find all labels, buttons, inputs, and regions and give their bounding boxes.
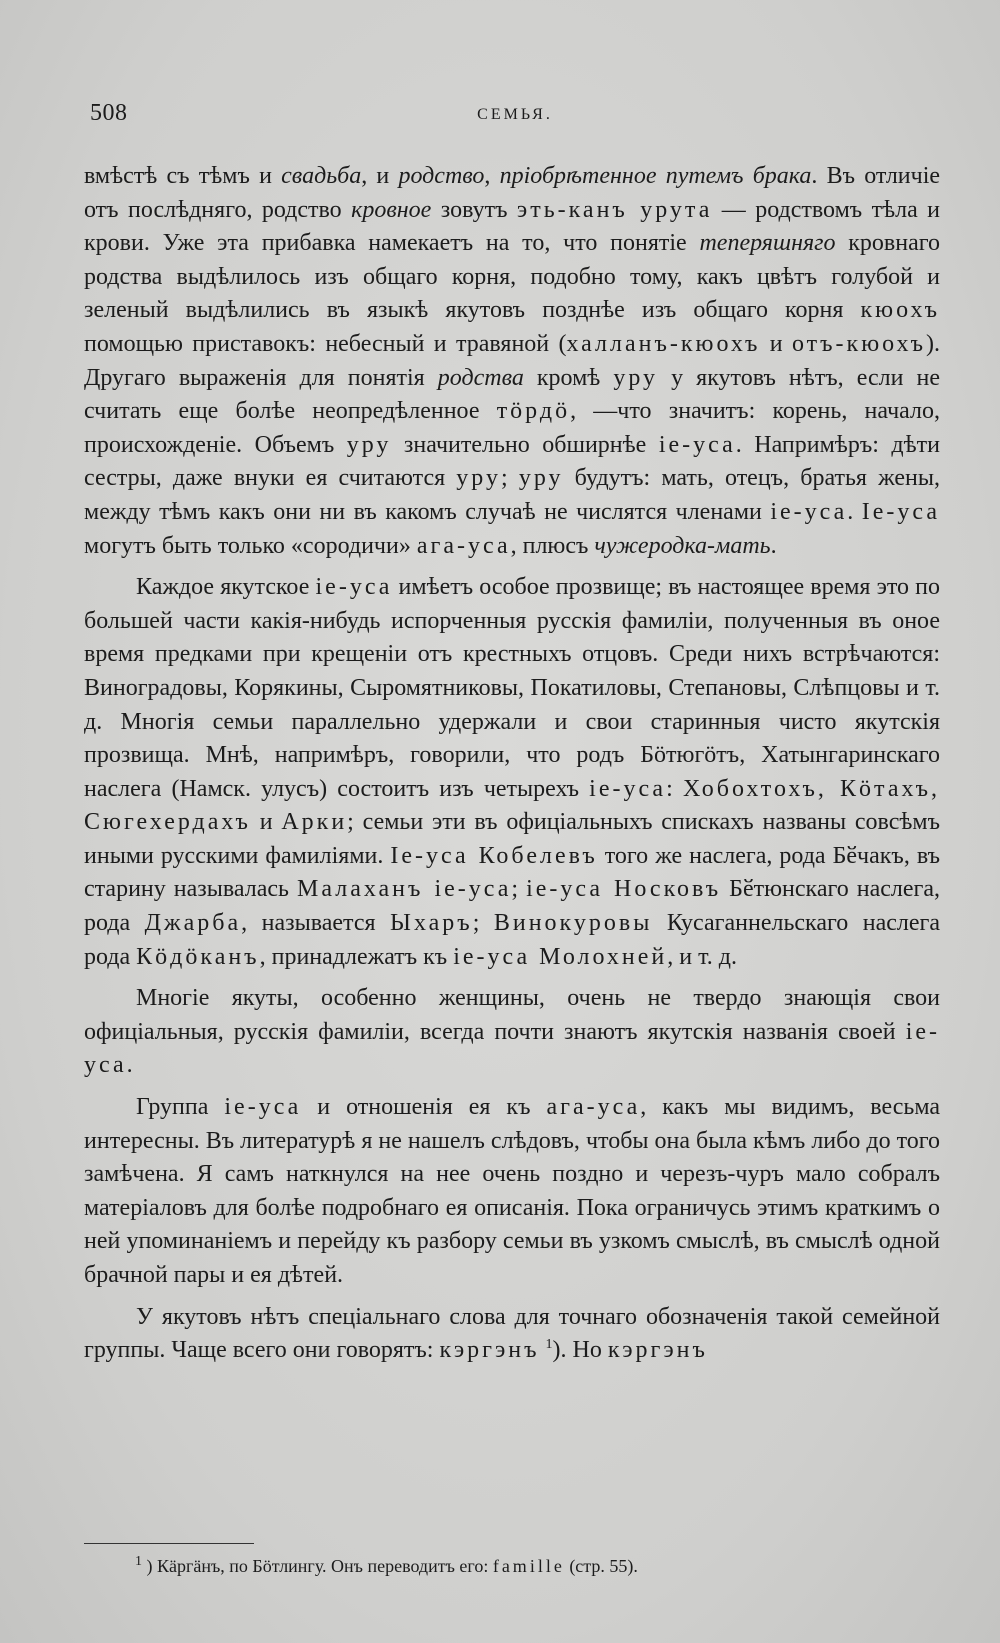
text-run: значительно обширнѣе <box>391 431 659 458</box>
text-run: помощью приставокъ: небесный и травяной ( <box>84 330 567 357</box>
italic-term: теперяшняго <box>699 230 836 257</box>
footnote-ref: 1 <box>545 1337 553 1353</box>
page-number: 508 <box>90 100 128 126</box>
paragraph <box>84 1301 940 1368</box>
text-run: зовутъ <box>431 196 517 223</box>
spaced-term: ага-уса <box>416 532 511 559</box>
italic-term: пріобрѣтенное путемъ брака <box>499 163 812 189</box>
spaced-term: уру <box>613 364 659 391</box>
spaced-term: ага-уса <box>546 1094 641 1121</box>
text-run: . <box>126 1052 133 1079</box>
paragraph <box>84 160 940 563</box>
text-run: Группа <box>136 1094 225 1121</box>
text-run: . <box>770 532 777 559</box>
text-run: . <box>847 498 862 525</box>
spaced-term: отъ-кюохъ <box>791 330 927 357</box>
spaced-term: Джарба <box>144 910 242 937</box>
spaced-term: уру <box>346 431 392 458</box>
spaced-term: Ыхаръ <box>390 910 473 937</box>
spaced-term: Кӧдӧканъ <box>136 943 260 970</box>
spaced-term: кэргэнъ <box>607 1337 708 1364</box>
spaced-term: эть-канъ урута <box>516 196 713 223</box>
spaced-term: famille <box>492 1556 565 1576</box>
spaced-term: іе-уса <box>315 574 393 601</box>
spaced-term: Винокуровы <box>493 910 653 937</box>
footnote <box>135 1554 638 1578</box>
text-run: Каждое якутское <box>136 574 316 601</box>
text-run: и отношенія ея къ <box>301 1094 547 1121</box>
text-run: , называется <box>241 910 391 937</box>
text-run: вмѣстѣ съ тѣмъ и <box>84 163 282 189</box>
text-run: кромѣ <box>523 364 614 391</box>
spaced-term: халланъ-кюохъ <box>566 330 761 357</box>
spaced-term: іе-уса Молохней <box>453 943 668 970</box>
text-run: Многіе якуты, особенно женщины, очень не твердо знающія свои офиціальныя, русскія фамиліи, всегда почти знаютъ якутскія названія своей <box>84 985 940 1045</box>
text-run: У якутовъ нѣтъ спеціальнаго слова для точнаго обозначенія такой семейной группы. Чаще всего они говорятъ: <box>84 1303 940 1364</box>
text-run: и <box>250 809 282 836</box>
text-run: , <box>484 163 500 189</box>
text-run: — родствомъ тѣла и крови. Уже эта прибавка намекаетъ на то, что понятіе <box>84 196 941 257</box>
text-run: Бӗтюнскаго наслега, рода <box>84 876 940 937</box>
spaced-term: іе-уса <box>84 1018 940 1079</box>
text-run: ; <box>500 465 519 492</box>
text-run: ; <box>511 876 527 903</box>
running-title: СЕМЬЯ. <box>477 106 553 123</box>
spaced-term: іе-уса <box>658 431 736 458</box>
spaced-term: Іе-уса <box>861 498 941 525</box>
paragraph <box>84 1091 940 1293</box>
spaced-term: кюохъ <box>860 297 940 324</box>
text-run: (стр. 55). <box>564 1556 638 1576</box>
spaced-term: кэргэнъ <box>439 1337 540 1364</box>
body-text <box>84 160 940 1376</box>
text-run: ; семьи эти въ офиціальныхъ спискахъ названы совсѣмъ иными русскими фамиліями. <box>84 809 941 869</box>
text-run: ). Другаго выраженія для понятія <box>84 330 941 391</box>
text-run: ). Но <box>552 1337 608 1364</box>
page-header <box>90 100 940 136</box>
spaced-term: тӧрдӧ <box>496 398 571 425</box>
text-run: , —что значитъ: корень, начало, происхожденіе. Объемъ <box>84 398 940 458</box>
italic-term: родства <box>437 364 524 391</box>
paragraph <box>84 982 940 1083</box>
text-run: , и <box>361 163 399 189</box>
text-run: : <box>666 775 683 802</box>
text-run: . Въ отличіе отъ послѣдняго, родство <box>84 163 941 223</box>
spaced-term: уру <box>456 465 501 492</box>
text-run: имѣетъ особое прозвище; въ настоящее время это по большей части какія-нибудь испорченныя русскія фамиліи, полученныя въ оное время предками при крещеніи отъ крестныхъ отцовъ. Среди нихъ встрѣчаются: Виноградовы, Корякины, Сыромятниковы, Покатиловы, Степановы, Слѣпцовы и т. д. Многія семьи параллельно удержали и свои старинныя чисто якутскія прозвища. Мнѣ, напримѣръ, говорили, что родъ Бӧтюгӧтъ, Хатынгаринскаго наслега (Намск. улусъ) состоитъ изъ четырехъ <box>84 574 941 802</box>
spaced-term: Малаханъ іе-уса <box>297 876 512 903</box>
spaced-term: іе-уса <box>224 1094 302 1121</box>
text-run: у якутовъ нѣтъ, если не считать еще болѣе неопредѣленное <box>84 364 941 425</box>
italic-term: свадьба <box>281 163 362 189</box>
text-run: , плюсъ <box>510 532 595 559</box>
text-run: . Напримѣръ: дѣти сестры, даже внуки ея считаются <box>84 431 940 492</box>
spaced-term: іе-уса <box>589 775 667 802</box>
text-run: могутъ быть только «сородичи» <box>84 532 417 559</box>
spaced-term: Хобохтохъ, Кӧтахъ, Сюгехердахъ <box>84 775 940 836</box>
text-run: Кусаганнельскаго наслега рода <box>84 910 940 970</box>
spaced-term: Арки <box>281 809 348 836</box>
spaced-term: іе-уса Носковъ <box>526 876 722 903</box>
text-run: будутъ: мать, отецъ, братья жены, между тѣмъ какъ они ни въ какомъ случаѣ не числятся членами <box>84 465 941 525</box>
spaced-term: іе-уса <box>770 498 848 525</box>
paragraph <box>84 571 940 974</box>
text-run: того же наслега, рода Бӗчакъ, въ старину называлась <box>84 842 940 903</box>
spaced-term: уру <box>518 465 564 492</box>
italic-term: кровное <box>351 196 432 223</box>
text-run: , какъ мы видимъ, весьма интересны. Въ литературѣ я не нашелъ слѣдовъ, чтобы она была кѣмъ либо до того замѣчена. Я самъ наткнулся на нее очень поздно и черезъ-чуръ мало собралъ матеріаловъ для болѣе подробнаго ея описанія. Пока ограничусь этимъ краткимъ о ней упоминаніемъ и перейду къ разбору семьи въ узкомъ смыслѣ, въ смыслѣ одной брачной пары и ея дѣтей. <box>84 1094 941 1288</box>
text-run: , и т. д. <box>667 943 738 970</box>
footnote-rule <box>84 1543 254 1544</box>
text-run: , принадлежатъ къ <box>259 943 454 970</box>
italic-term: родство <box>398 163 485 189</box>
text-run: ) Кӓргӓнъ, по Бӧтлингу. Онъ переводитъ его: <box>146 1556 493 1576</box>
footnote-marker: 1 <box>135 1554 142 1569</box>
text-run: кровнаго родства выдѣлилось изъ общаго корня, подобно тому, какъ цвѣтъ голубой и зеленый выдѣлились въ языкѣ якутовъ позднѣе изъ общаго корня <box>84 230 941 324</box>
italic-term: чужеродка-мать <box>594 532 771 559</box>
spaced-term: Іе-уса Кобелевъ <box>390 842 598 869</box>
text-run: и <box>760 330 792 357</box>
text-run: ; <box>472 910 494 937</box>
